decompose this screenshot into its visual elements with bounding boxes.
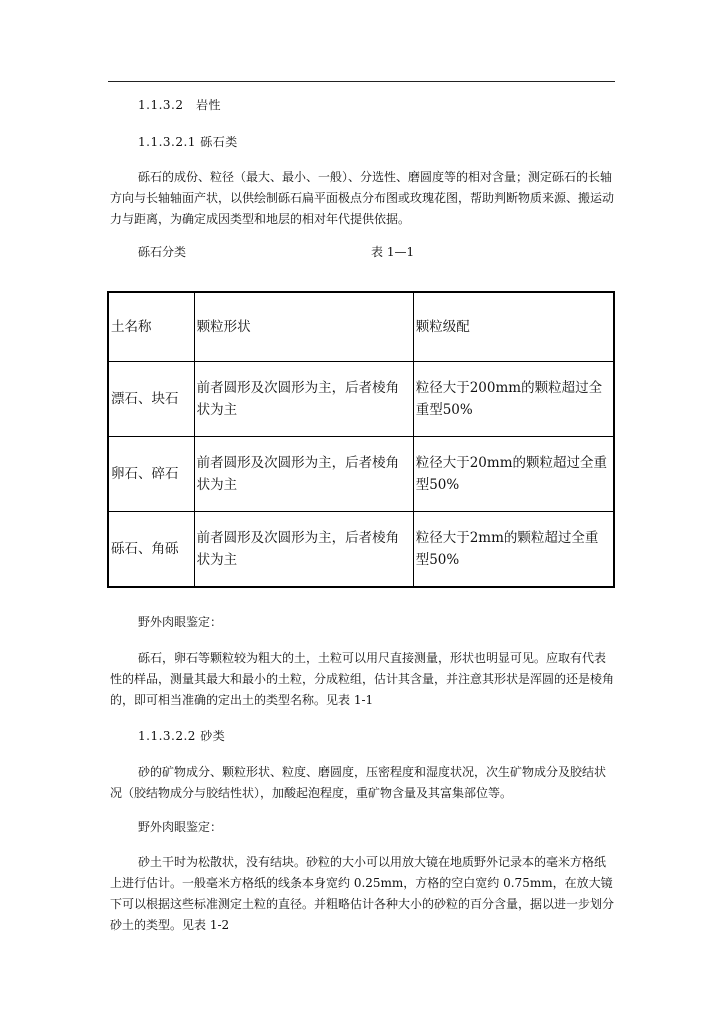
gravel-field-paragraph: 砾石，卵石等颗粒较为粗大的土，土粒可以用尺直接测量，形状也明显可见。应取有代表性的样品，测量其最大和最小的土粒，分成粒组，估计其含量，并注意其形状是浑圆的还是棱角的，即可相当准确的定出土的类型名称。见表 1-1 — [110, 651, 615, 707]
table-row — [108, 362, 614, 437]
field-identification-label-2: 野外肉眼鉴定： — [138, 820, 223, 834]
section-heading-sand: 1.1.3.2.2 砂类 — [138, 729, 226, 743]
table-cell: 前者圆形及次圆形为主，后者棱角状为主 — [194, 362, 413, 437]
header-cell: 颗粒级配 — [413, 292, 614, 362]
table-cell: 粒径大于200mm的颗粒超过全重型50% — [413, 362, 614, 437]
sand-intro-paragraph: 砂的矿物成分、颗粒形状、粒度、磨圆度，压密程度和湿度状况，次生矿物成分及胶结状况（胶结物成分与胶结性状），加酸起泡程度，重矿物含量及其富集部位等。 — [110, 765, 607, 800]
field-identification-label-1: 野外肉眼鉴定： — [138, 615, 223, 629]
gravel-classification-table — [107, 291, 615, 588]
table-cell: 砾石、角砾 — [108, 512, 194, 588]
section-heading-rock: 1.1.3.2 岩性 — [138, 98, 221, 112]
table-cell: 前者圆形及次圆形为主，后者棱角状为主 — [194, 437, 413, 512]
table-cell: 粒径大于20mm的颗粒超过全重型50% — [413, 437, 614, 512]
table-row — [108, 512, 614, 588]
table-caption-title: 砾石分类 — [138, 245, 187, 259]
table-cell: 卵石、碎石 — [108, 437, 194, 512]
table-header-row — [108, 292, 614, 362]
header-rule — [108, 81, 615, 82]
table-row — [108, 437, 614, 512]
table-caption-number: 表 1—1 — [371, 245, 415, 259]
header-cell: 土名称 — [108, 292, 194, 362]
table-cell: 粒径大于2mm的颗粒超过全重型50% — [413, 512, 614, 588]
section-heading-gravel: 1.1.3.2.1 砾石类 — [138, 135, 238, 149]
sand-field-paragraph: 砂土干时为松散状，没有结块。砂粒的大小可以用放大镜在地质野外记录本的毫米方格纸上进行估计。一般毫米方格纸的线条本身宽约 0.25mm，方格的空白宽约 0.75mm，在放大镜下可以根据这些标准测定土粒的直径。并粗略估计各种大小的砂粒的百分含量，据以进一步划分砂土的类型。见表 1-2 — [110, 855, 615, 932]
header-cell: 颗粒形状 — [194, 292, 413, 362]
table-cell: 前者圆形及次圆形为主，后者棱角状为主 — [194, 512, 413, 588]
table-cell: 漂石、块石 — [108, 362, 194, 437]
gravel-intro-paragraph: 砾石的成份、粒径（最大、最小、一般）、分选性、磨圆度等的相对含量；测定砾石的长轴方向与长轴轴面产状，以供绘制砾石扁平面极点分布图或玫瑰花图，帮助判断物质来源、搬运动力与距离，为确定成因类型和地层的相对年代提供依据。 — [110, 170, 615, 226]
